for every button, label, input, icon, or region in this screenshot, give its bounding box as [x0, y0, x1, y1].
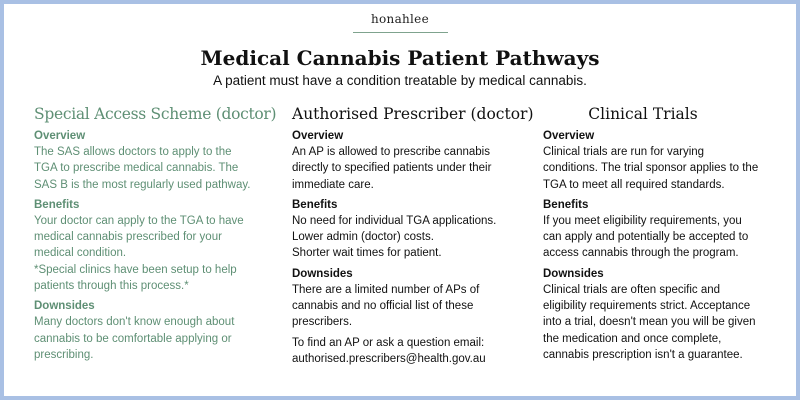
overview-line: TGA to prescribe medical cannabis. The [34, 162, 239, 175]
overview-line: The SAS allows doctors to apply to the [34, 146, 232, 158]
downsides-line: eligibility requirements strict. Acceptance [543, 300, 751, 313]
benefits-line: If you meet eligibility requirements, you [543, 214, 742, 227]
column-special-access-scheme [34, 105, 284, 363]
downsides-line: cannabis to be comfortable applying or [34, 332, 232, 345]
overview-line: conditions. The trial sponsor applies to the [543, 162, 759, 175]
benefits-label: Benefits [543, 198, 589, 211]
benefits-line: access cannabis through the program. [543, 247, 739, 260]
column-clinical-trials [543, 105, 783, 363]
downsides-label: Downsides [292, 267, 353, 280]
overview-line: An AP is allowed to prescribe cannabis [292, 146, 490, 158]
downsides-line: cannabis and no official list of these [292, 300, 474, 313]
benefits-line: can apply and potentially be accepted to [543, 231, 749, 244]
downsides-line: the medication and once complete, [543, 332, 722, 345]
column-heading: Authorised Prescriber (doctor) [292, 105, 534, 123]
overview-label: Overview [543, 130, 595, 142]
page-title: Medical Cannabis Patient Pathways [200, 46, 600, 70]
brand-underline [353, 32, 448, 33]
downsides-line: prescribing. [34, 348, 94, 361]
contact-line: To find an AP or ask a question email: [292, 336, 485, 349]
benefits-line: Lower admin (doctor) costs. [292, 231, 434, 244]
benefits-line: Shorter wait times for patient. [292, 247, 442, 260]
downsides-line: Clinical trials are often specific and [543, 283, 721, 296]
overview-line: Clinical trials are run for varying [543, 146, 705, 158]
downsides-label: Downsides [543, 267, 604, 280]
downsides-line: prescribers. [292, 316, 353, 329]
column-authorised-prescriber [292, 105, 532, 367]
overview-label: Overview [34, 130, 86, 142]
benefits-line: patients through this process.* [34, 280, 189, 293]
overview-line: directly to specified patients under their [292, 162, 492, 175]
benefits-label: Benefits [34, 198, 80, 211]
benefits-label: Benefits [292, 198, 338, 211]
contact-email: authorised.prescribers@health.gov.au [292, 352, 486, 365]
downsides-label: Downsides [34, 300, 95, 313]
page-subtitle: A patient must have a condition treatable by medical cannabis. [213, 73, 587, 88]
benefits-line: Your doctor can apply to the TGA to have [34, 214, 244, 227]
downsides-line: cannabis prescription isn't a guarantee. [543, 348, 743, 361]
benefits-line: medical cannabis prescribed for your [34, 231, 222, 244]
overview-line: SAS B is the most regularly used pathway. [34, 178, 251, 191]
downsides-line: into a trial, doesn't mean you will be given [543, 316, 756, 329]
brand-logo: honahlee [370, 12, 429, 26]
column-heading: Clinical Trials [588, 105, 698, 123]
benefits-line: *Special clinics have been setup to help [34, 263, 237, 276]
downsides-line: There are a limited number of APs of [292, 283, 480, 296]
overview-line: immediate care. [292, 178, 374, 191]
overview-label: Overview [292, 130, 344, 142]
downsides-line: Many doctors don't know enough about [34, 316, 235, 329]
benefits-line: medical condition. [34, 247, 127, 260]
column-heading: Special Access Scheme (doctor) [34, 105, 277, 123]
overview-line: TGA to meet all required standards. [543, 178, 725, 191]
benefits-line: No need for individual TGA applications. [292, 214, 497, 227]
